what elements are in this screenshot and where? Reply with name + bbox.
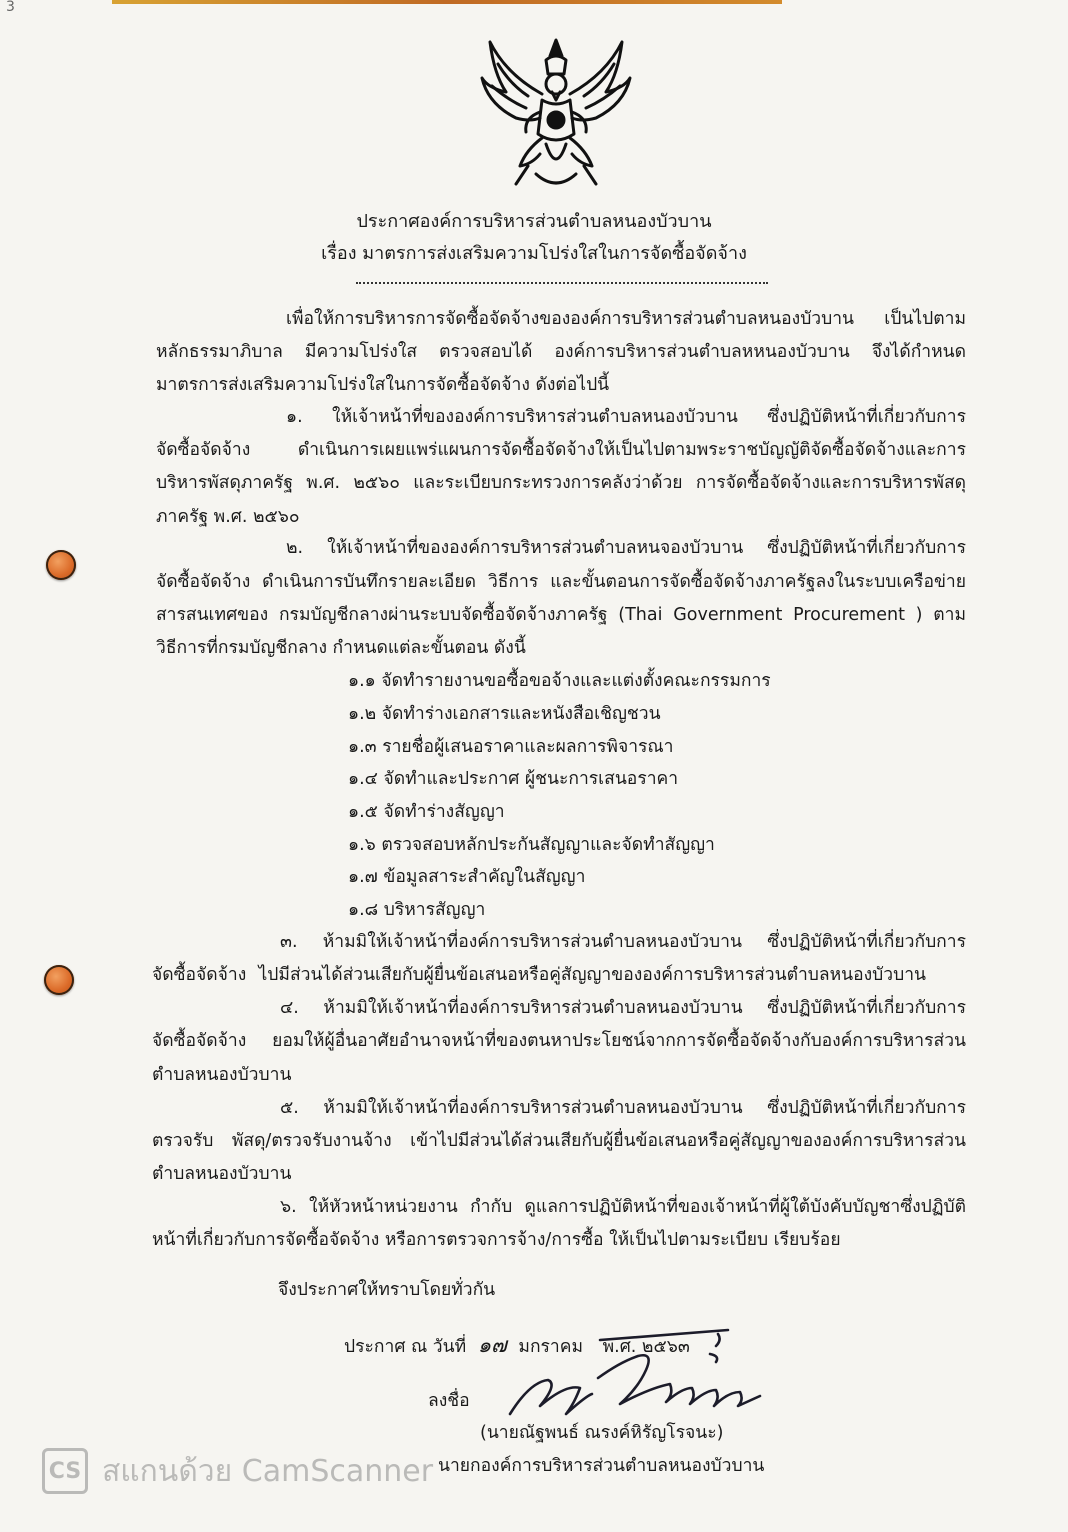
item1-line-4: ภาครัฐ พ.ศ. ๒๕๖๐ [156, 507, 300, 527]
item3-line-2: จัดซื้อจัดจ้าง ไปมีส่วนได้ส่วนเสียกับผู้ยื่นข้อเสนอหรือคู่สัญญาขององค์การบริหารส่วนตำบลหนองบัวบาน [152, 965, 926, 985]
sub-item-1-7: ๑.๗ ข้อมูลสาระสำคัญในสัญญา [348, 867, 586, 887]
punch-hole-lower [44, 965, 74, 995]
item4-line-3: ตำบลหนองบัวบาน [152, 1065, 292, 1085]
item1-line-3: บริหารพัสดุภาครัฐ พ.ศ. ๒๕๖๐ และระเบียบกระทรวงการคลังว่าด้วย การจัดซื้อจัดจ้างและการบริหารพัสดุ [156, 473, 966, 493]
announce-day: ๑๗ [477, 1333, 507, 1357]
dotted-separator [356, 282, 768, 284]
announce-prefix: ประกาศ ณ วันที่ [344, 1337, 467, 1357]
item1-line-1: ๑. ให้เจ้าหน้าที่ขององค์การบริหารส่วนตำบลหนองบัวบาน ซึ่งปฏิบัติหน้าที่เกี่ยวกับการ [286, 407, 966, 427]
camscanner-watermark-text: สแกนด้วย CamScanner [102, 1453, 434, 1489]
announce-year: พ.ศ. ๒๕๖๓ [602, 1337, 690, 1357]
intro-line-3: มาตรการส่งเสริมความโปร่งใสในการจัดซื้อจัดจ้าง ดังต่อไปนี้ [156, 375, 610, 395]
signatory-name: (นายณัฐพนธ์ ณรงค์หิรัญโรจนะ) [480, 1423, 724, 1443]
garuda-emblem-icon [476, 34, 636, 194]
announcement-subject: เรื่อง มาตรการส่งเสริมความโปร่งใสในการจัดซื้อจัดจ้าง [321, 243, 747, 264]
item3-line-1: ๓. ห้ามมิให้เจ้าหน้าที่องค์การบริหารส่วนตำบลหนองบัวบาน ซึ่งปฏิบัติหน้าที่เกี่ยวกับการ [280, 932, 966, 952]
intro-line-2: หลักธรรมาภิบาล มีความโปร่งใส ตรวจสอบได้ องค์การบริหารส่วนตำบลหหนองบัวบาน จึงได้กำหนด [156, 342, 966, 362]
camscanner-watermark [42, 1446, 433, 1496]
item2-line-3: สารสนเทศของ กรมบัญชีกลางผ่านระบบจัดซื้อจัดจ้างภาครัฐ (Thai Government Procurement ) ตาม [156, 605, 966, 625]
sub-item-1-3: ๑.๓ รายชื่อผู้เสนอราคาและผลการพิจารณา [348, 737, 674, 757]
sub-item-1-4: ๑.๔ จัดทำและประกาศ ผู้ชนะการเสนอราคา [348, 769, 679, 789]
camscanner-logo-icon: CS [42, 1448, 88, 1494]
announce-month: มกราคม [518, 1337, 584, 1357]
intro-line-1: เพื่อให้การบริหารการจัดซื้อจัดจ้างขององค์การบริหารส่วนตำบลหนองบัวบาน เป็นไปตาม [286, 309, 966, 329]
item6-line-2: หน้าที่เกี่ยวกับการจัดซื้อจัดจ้าง หรือการตรวจการจ้าง/การซื้อ ให้เป็นไปตามระเบียบ เรียบร้อย [152, 1230, 841, 1250]
sign-label: ลงชื่อ [428, 1391, 470, 1411]
item5-line-1: ๕. ห้ามมิให้เจ้าหน้าที่องค์การบริหารส่วนตำบลหนองบัวบาน ซึ่งปฏิบัติหน้าที่เกี่ยวกับการ [280, 1098, 966, 1118]
sub-item-1-1: ๑.๑ จัดทำรายงานขอซื้อขอจ้างและแต่งตั้งคณะกรรมการ [348, 671, 771, 691]
item5-line-2: ตรวจรับ พัสดุ/ตรวจรับงานจ้าง เข้าไปมีส่วนได้ส่วนเสียกับผู้ยื่นข้อเสนอหรือคู่สัญญาขององค์การบริหารส่วน [152, 1131, 966, 1151]
sub-item-1-5: ๑.๕ จัดทำร่างสัญญา [348, 802, 505, 822]
item4-line-2: จัดซื้อจัดจ้าง ยอมให้ผู้อื่นอาศัยอำนาจหน้าที่ของตนหาประโยชน์จากการจัดซื้อจัดจ้างกับองค์การบริหารส่วน [152, 1031, 966, 1051]
top-edge-stripe [112, 0, 782, 4]
handwritten-signature [470, 1322, 770, 1432]
corner-page-mark: 3 [6, 0, 15, 15]
punch-hole-upper [46, 550, 76, 580]
announcement-title: ประกาศองค์การบริหารส่วนตำบลหนองบัวบาน [356, 211, 712, 232]
sub-item-1-8: ๑.๘ บริหารสัญญา [348, 900, 486, 920]
item6-line-1: ๖. ให้หัวหน้าหน่วยงาน กำกับ ดูแลการปฏิบัติหน้าที่ของเจ้าหน้าที่ผู้ใต้บังคับบัญชาซึ่งปฏิบัติ [280, 1197, 966, 1217]
item4-line-1: ๔. ห้ามมิให้เจ้าหน้าที่องค์การบริหารส่วนตำบลหนองบัวบาน ซึ่งปฏิบัติหน้าที่เกี่ยวกับการ [280, 998, 966, 1018]
item1-line-2: จัดซื้อจัดจ้าง ดำเนินการเผยแพร่แผนการจัดซื้อจัดจ้างให้เป็นไปตามพระราชบัญญัติจัดซื้อจัดจ้างและการ [156, 440, 966, 460]
item2-line-1: ๒. ให้เจ้าหน้าที่ขององค์การบริหารส่วนตำบลหนจองบัวบาน ซึ่งปฏิบัติหน้าที่เกี่ยวกับการ [286, 538, 966, 558]
item2-line-4: วิธีการที่กรมบัญชีกลาง กำหนดแต่ละขั้นตอน ดังนี้ [156, 638, 526, 658]
signatory-position: นายกองค์การบริหารส่วนตำบลหนองบัวบาน [438, 1456, 765, 1476]
sub-item-1-2: ๑.๒ จัดทำร่างเอกสารและหนังสือเชิญชวน [348, 704, 661, 724]
sub-item-1-6: ๑.๖ ตรวจสอบหลักประกันสัญญาและจัดทำสัญญา [348, 835, 715, 855]
item5-line-3: ตำบลหนองบัวบาน [152, 1164, 292, 1184]
closing-statement: จึงประกาศให้ทราบโดยทั่วกัน [278, 1280, 496, 1300]
item2-line-2: จัดซื้อจัดจ้าง ดำเนินการบันทึกรายละเอียด วิธีการ และขั้นตอนการจัดซื้อจัดจ้างภาครัฐลงในระบบเครือข่าย [156, 572, 966, 592]
